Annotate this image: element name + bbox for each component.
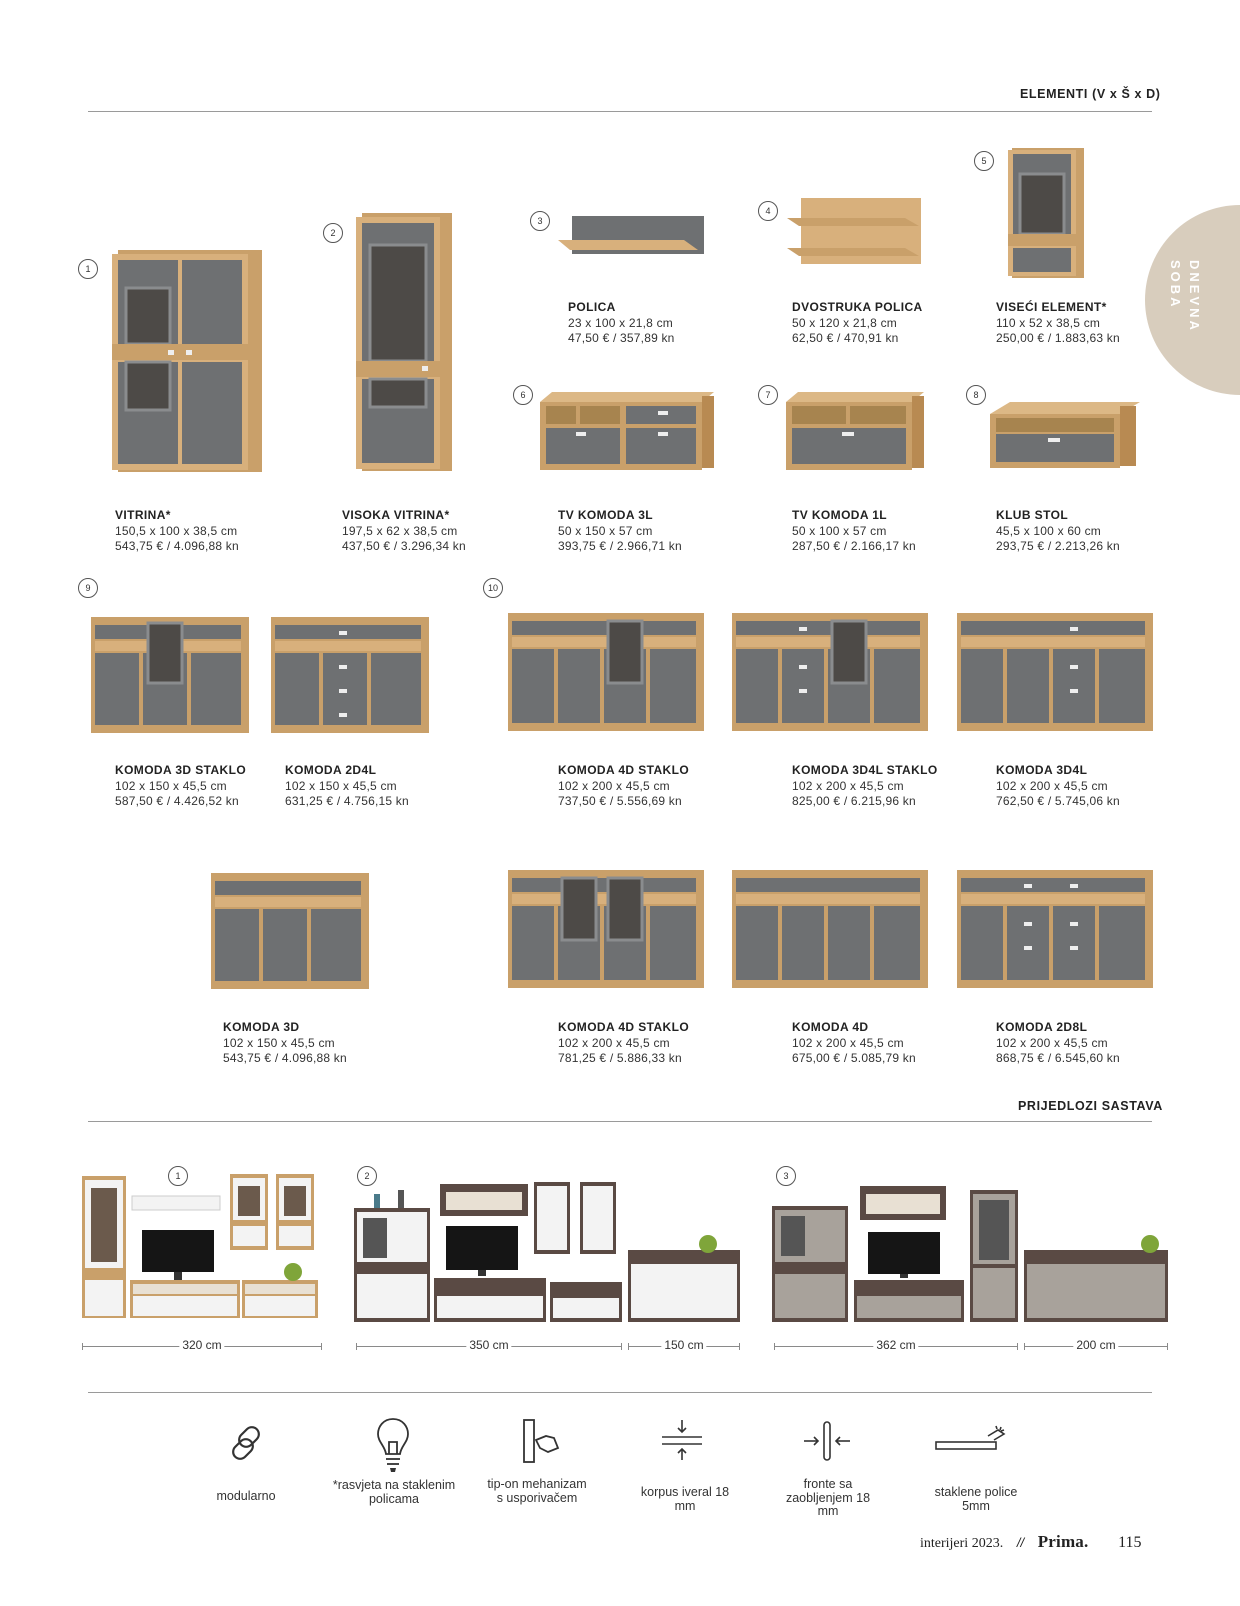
product-info <box>558 1020 689 1067</box>
board-thickness-icon <box>660 1418 704 1462</box>
product-name: DVOSTRUKA POLICA <box>792 300 923 314</box>
product-number: 3 <box>530 211 550 231</box>
product-price: 47,50 € / 357,89 kn <box>568 331 675 345</box>
product-info <box>996 1020 1120 1067</box>
komoda-3d4l-staklo-image <box>732 613 928 731</box>
feature-label: tip-on mehanizam s usporivačem <box>487 1477 587 1505</box>
set-2-image <box>354 1166 740 1322</box>
polica-image <box>558 216 704 258</box>
set-number: 1 <box>168 1166 188 1186</box>
product-name: VISOKA VITRINA* <box>342 508 450 522</box>
product-info <box>342 508 466 555</box>
section-title: ELEMENTI (V x Š x D) <box>1020 87 1161 101</box>
product-name: KOMODA 3D4L <box>996 763 1088 777</box>
set-number: 3 <box>776 1166 796 1186</box>
product-info <box>996 300 1120 347</box>
product-dimensions: 102 x 150 x 45,5 cm <box>223 1035 335 1050</box>
product-number: 2 <box>323 223 343 243</box>
product-number: 5 <box>974 151 994 171</box>
product-price: 675,00 € / 5.085,79 kn <box>792 1051 916 1065</box>
product-price: 293,75 € / 2.213,26 kn <box>996 539 1120 553</box>
product-dimensions: 23 x 100 x 21,8 cm <box>568 315 673 330</box>
product-price: 825,00 € / 6.215,96 kn <box>792 794 916 808</box>
product-number: 4 <box>758 201 778 221</box>
set-3-image <box>772 1166 1168 1322</box>
product-name: KOMODA 4D STAKLO <box>558 1020 690 1034</box>
dvostruka-polica-image <box>787 198 921 268</box>
product-price: 868,75 € / 6.545,60 kn <box>996 1051 1120 1065</box>
product-info <box>223 1020 347 1067</box>
komoda-3d-staklo-image <box>91 617 249 733</box>
product-name: KLUB STOL <box>996 508 1069 522</box>
features-divider <box>88 1392 1152 1393</box>
product-number: 10 <box>483 578 503 598</box>
product-info <box>115 508 239 555</box>
set-width-dimension: 200 cm <box>1024 1346 1168 1347</box>
komoda-3d-image <box>211 873 369 989</box>
viseci-element-image <box>1008 148 1084 278</box>
set-width-dimension: 362 cm <box>774 1346 1018 1347</box>
product-dimensions: 102 x 200 x 45,5 cm <box>792 778 904 793</box>
product-name: KOMODA 3D <box>223 1020 300 1034</box>
product-dimensions: 102 x 200 x 45,5 cm <box>558 1035 670 1050</box>
product-price: 437,50 € / 3.296,34 kn <box>342 539 466 553</box>
komoda-2d4l-image <box>271 617 429 733</box>
product-price: 762,50 € / 5.745,06 kn <box>996 794 1120 808</box>
product-info <box>558 508 682 555</box>
feature-label: staklene police 5mm <box>934 1485 1018 1513</box>
product-dimensions: 50 x 100 x 57 cm <box>792 523 887 538</box>
sets-section-title: PRIJEDLOZI SASTAVA <box>1018 1099 1163 1113</box>
sets-divider <box>88 1121 1152 1122</box>
product-number: 1 <box>78 259 98 279</box>
product-name: KOMODA 4D STAKLO <box>558 763 690 777</box>
product-price: 543,75 € / 4.096,88 kn <box>115 539 239 553</box>
product-name: TV KOMODA 1L <box>792 508 888 522</box>
product-name: KOMODA 3D4L STAKLO <box>792 763 938 777</box>
product-price: 781,25 € / 5.886,33 kn <box>558 1051 682 1065</box>
feature-label: modularno <box>216 1489 276 1503</box>
brand-logo: Prima. <box>1037 1532 1089 1551</box>
feature-label: korpus iveral 18 mm <box>640 1485 730 1513</box>
product-name: KOMODA 2D8L <box>996 1020 1088 1034</box>
product-number: 6 <box>513 385 533 405</box>
front-edge-icon <box>800 1420 854 1462</box>
product-dimensions: 102 x 200 x 45,5 cm <box>996 1035 1108 1050</box>
product-price: 287,50 € / 2.166,17 kn <box>792 539 916 553</box>
product-name: KOMODA 3D STAKLO <box>115 763 247 777</box>
komoda-4d-staklo-2-image <box>508 870 704 988</box>
product-price: 62,50 € / 470,91 kn <box>792 331 899 345</box>
komoda-4d-staklo-image <box>508 613 704 731</box>
product-price: 631,25 € / 4.756,15 kn <box>285 794 409 808</box>
product-price: 737,50 € / 5.556,69 kn <box>558 794 682 808</box>
product-price: 393,75 € / 2.966,71 kn <box>558 539 682 553</box>
product-info <box>996 508 1120 555</box>
product-name: VITRINA* <box>115 508 171 522</box>
set-width-dimension: 350 cm <box>356 1346 622 1347</box>
product-info <box>558 763 689 810</box>
set-number: 2 <box>357 1166 377 1186</box>
product-dimensions: 150,5 x 100 x 38,5 cm <box>115 523 238 538</box>
product-info <box>115 763 246 810</box>
visoka-vitrina-image <box>356 213 452 471</box>
set-width-dimension: 150 cm <box>628 1346 740 1347</box>
product-name: VISEĆI ELEMENT* <box>996 300 1107 314</box>
komoda-4d-image <box>732 870 928 988</box>
product-info <box>792 1020 916 1067</box>
feature-label: *rasvjeta na staklenim policama <box>332 1478 456 1506</box>
product-dimensions: 45,5 x 100 x 60 cm <box>996 523 1101 538</box>
product-dimensions: 102 x 200 x 45,5 cm <box>996 778 1108 793</box>
tv-komoda-3l-image <box>540 392 714 472</box>
vitrina-image <box>112 250 262 472</box>
product-info <box>792 763 938 810</box>
set-width-dimension: 320 cm <box>82 1346 322 1347</box>
product-info <box>792 508 916 555</box>
product-dimensions: 50 x 120 x 21,8 cm <box>792 315 897 330</box>
header-divider <box>88 111 1152 112</box>
product-info <box>568 300 675 347</box>
light-bulb-icon <box>375 1416 411 1474</box>
product-number: 7 <box>758 385 778 405</box>
section-tab-label: DNEVNA SOBA <box>1168 260 1202 333</box>
product-name: TV KOMODA 3L <box>558 508 654 522</box>
product-dimensions: 102 x 150 x 45,5 cm <box>285 778 397 793</box>
product-name: KOMODA 4D <box>792 1020 869 1034</box>
product-info <box>996 763 1120 810</box>
product-dimensions: 102 x 200 x 45,5 cm <box>792 1035 904 1050</box>
product-dimensions: 110 x 52 x 38,5 cm <box>996 315 1101 330</box>
komoda-3d4l-image <box>957 613 1153 731</box>
door-handle-icon <box>522 1418 568 1464</box>
glass-shelf-icon <box>934 1426 1006 1460</box>
catalog-name: interijeri 2023. <box>920 1536 1004 1551</box>
product-info <box>285 763 409 810</box>
set-1-image <box>80 1172 324 1322</box>
product-price: 250,00 € / 1.883,63 kn <box>996 331 1120 345</box>
product-name: KOMODA 2D4L <box>285 763 377 777</box>
feature-label: fronte sa zaobljenjem 18 mm <box>785 1477 871 1518</box>
product-dimensions: 102 x 200 x 45,5 cm <box>558 778 670 793</box>
product-dimensions: 197,5 x 62 x 38,5 cm <box>342 523 458 538</box>
tv-komoda-1l-image <box>786 392 924 472</box>
product-number: 9 <box>78 578 98 598</box>
product-price: 587,50 € / 4.426,52 kn <box>115 794 239 808</box>
product-number: 8 <box>966 385 986 405</box>
chain-link-icon <box>228 1424 266 1462</box>
footer-separator: // <box>1016 1535 1025 1550</box>
product-dimensions: 50 x 150 x 57 cm <box>558 523 653 538</box>
product-name: POLICA <box>568 300 616 314</box>
footer <box>920 1532 1141 1552</box>
klub-stol-image <box>990 402 1140 470</box>
product-info <box>792 300 923 347</box>
product-price: 543,75 € / 4.096,88 kn <box>223 1051 347 1065</box>
page-number: 115 <box>1118 1534 1142 1551</box>
product-dimensions: 102 x 150 x 45,5 cm <box>115 778 227 793</box>
komoda-2d8l-image <box>957 870 1153 988</box>
